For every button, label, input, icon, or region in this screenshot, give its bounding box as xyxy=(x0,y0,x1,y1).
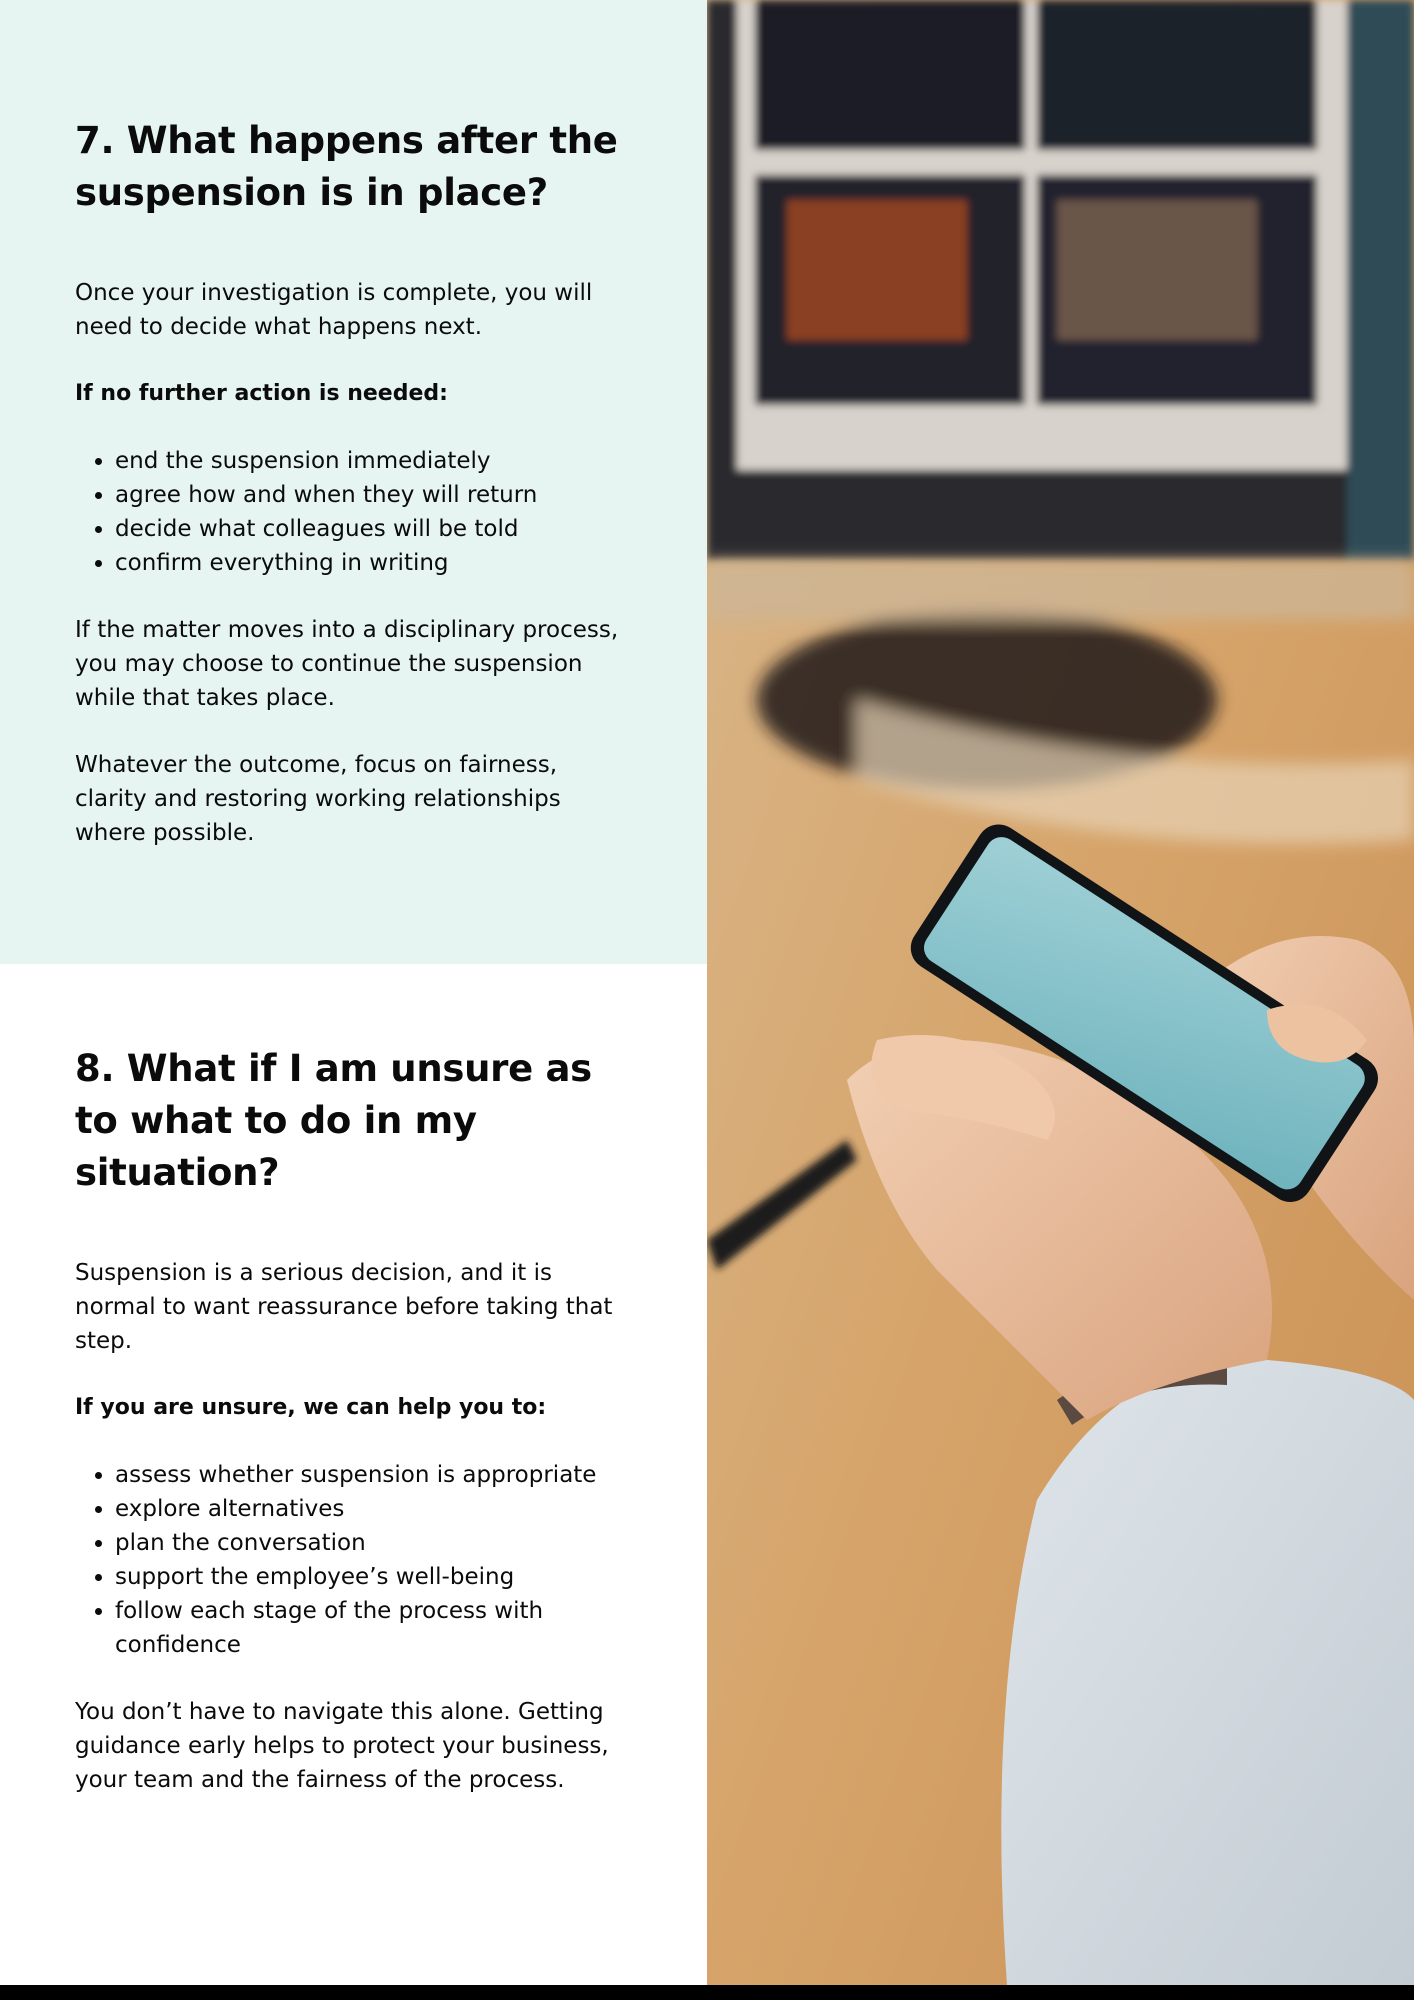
list-item: • follow each stage of the process with confidence xyxy=(115,1594,635,1662)
list-item: • support the employee’s well-being xyxy=(115,1560,635,1594)
list-item: • decide what colleagues will be told xyxy=(115,512,635,546)
hands-holding-phone-photo xyxy=(707,0,1414,1985)
section-8-list xyxy=(75,1458,635,1662)
section-8-heading: 8. What if I am unsure as to what to do in my situation? xyxy=(75,1047,592,1194)
section-8-intro: Suspension is a serious decision, and it is normal to want reassurance before taking that step. xyxy=(75,1260,613,1354)
section-7-subheading: If no further action is needed: xyxy=(75,381,448,406)
section-7-intro: Once your investigation is complete, you will need to decide what happens next. xyxy=(75,280,593,340)
list-item: • confirm everything in writing xyxy=(115,546,635,580)
section-8-subheading: If you are unsure, we can help you to: xyxy=(75,1395,547,1420)
section-7-paragraph: If the matter moves into a disciplinary process, you may choose to continue the suspension while that takes place. xyxy=(75,617,619,711)
section-8 xyxy=(75,1043,635,1797)
list-item: • plan the conversation xyxy=(115,1526,635,1560)
section-8-closing: You don’t have to navigate this alone. Getting guidance early helps to protect your business, your team and the fairness of the process. xyxy=(75,1699,609,1793)
section-7-paragraph: Whatever the outcome, focus on fairness, clarity and restoring working relationships where possible. xyxy=(75,752,561,846)
section-7-list xyxy=(75,444,635,580)
list-item: • end the suspension immediately xyxy=(115,444,635,478)
list-item: • explore alternatives xyxy=(115,1492,635,1526)
list-item: • assess whether suspension is appropriate xyxy=(115,1458,635,1492)
bottom-bar xyxy=(0,1985,1414,2000)
section-7 xyxy=(75,115,635,850)
section-7-heading: 7. What happens after the suspension is in place? xyxy=(75,119,618,214)
list-item: • agree how and when they will return xyxy=(115,478,635,512)
